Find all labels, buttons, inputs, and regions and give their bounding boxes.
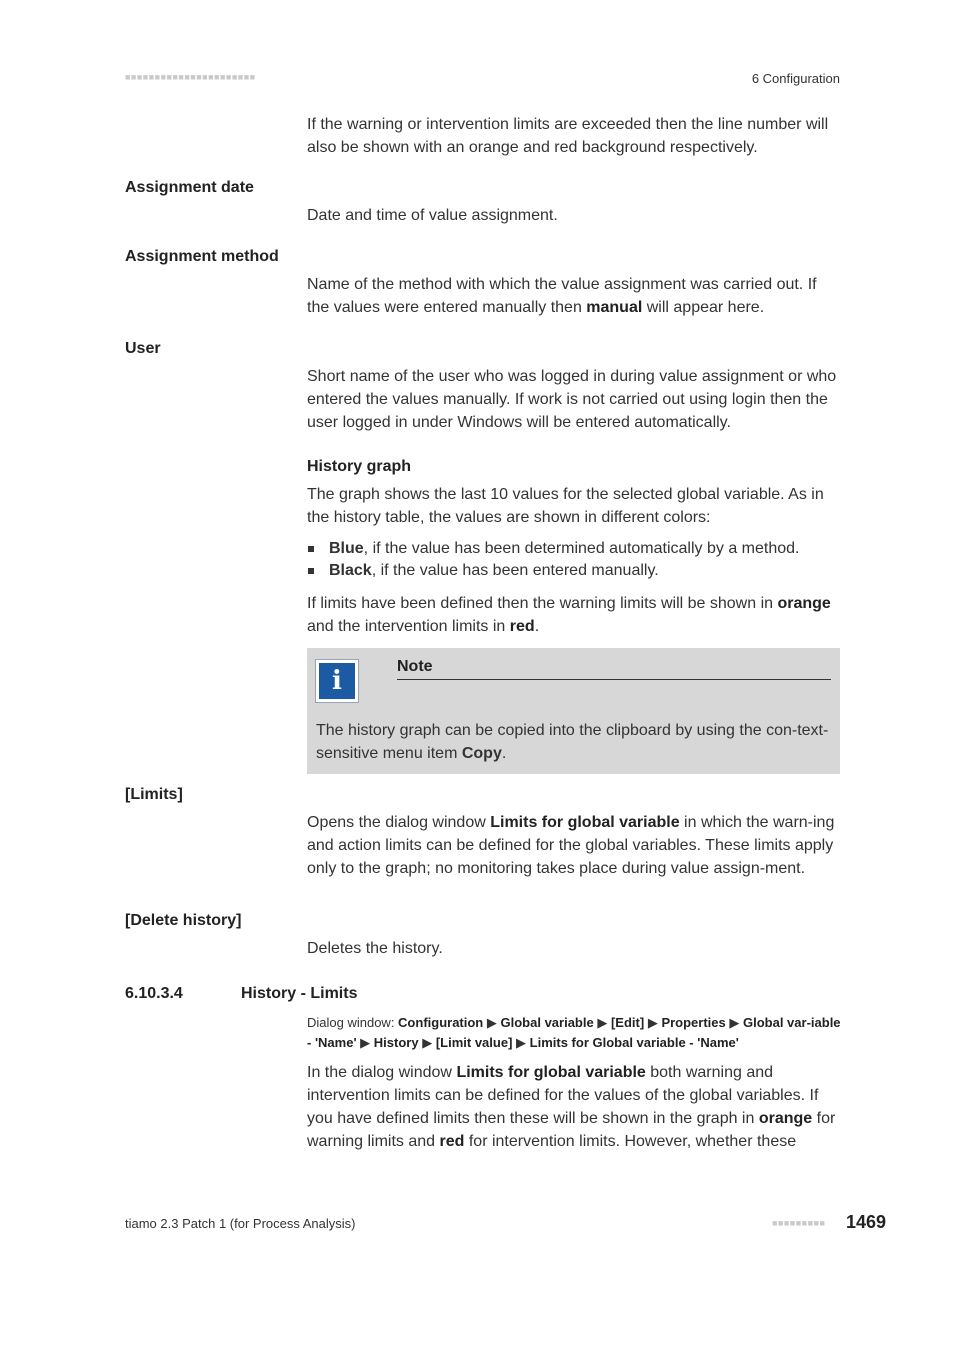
section-title: History - Limits	[241, 985, 358, 1002]
note-text: The history graph can be copied into the clipboard by using the con-text-sensitive menu item Copy.	[316, 722, 829, 762]
intro-paragraph: If the warning or intervention limits are exceeded then the line number will also be shown with an orange and red background respectively.	[307, 116, 829, 156]
page-number: 1469	[846, 1212, 887, 1232]
list-item: Blue, if the value has been determined automatically by a method.	[307, 538, 841, 560]
term-user: User	[125, 340, 161, 357]
desc-limits-button: Opens the dialog window Limits for global variable in which the warn-ing and action limits can be defined for the global variables. These limits apply only to the graph; no monitoring takes place during value assign-ment.	[307, 814, 835, 877]
footer-product: tiamo 2.3 Patch 1 (for Process Analysis)	[125, 1216, 356, 1231]
info-icon: i	[315, 659, 359, 703]
note-title: Note	[397, 658, 433, 675]
chapter-title: 6 Configuration	[751, 71, 840, 86]
color-list	[307, 538, 841, 582]
list-item: Black, if the value has been entered manually.	[307, 560, 841, 582]
desc-delete-history: Deletes the history.	[307, 940, 443, 957]
header-marks: ■■■■■■■■■■■■■■■■■■■■■■	[125, 72, 256, 82]
section-body: In the dialog window Limits for global variable both warning and intervention limits can be defined for the values of the global variables. If you have defined limits then these will be shown in the graph in orange for warning limits and red for intervention limits. However, whether these	[307, 1064, 836, 1150]
footer-marks: ■■■■■■■■■	[772, 1218, 826, 1228]
desc-user: Short name of the user who was logged in during value assignment or who entered the values manually. If work is not carried out using login then the user logged in under Windows will be entered automatically.	[307, 368, 837, 431]
term-assignment-method: Assignment method	[125, 248, 279, 265]
desc-assignment-date: Date and time of value assignment.	[307, 207, 558, 224]
desc-assignment-method: Name of the method with which the value assignment was carried out. If the values were entered manually then manual will appear here.	[307, 276, 817, 316]
note-divider	[397, 679, 831, 680]
section-number: 6.10.3.4	[125, 985, 183, 1002]
term-limits-button: [Limits]	[125, 786, 183, 803]
limits-color-text: If limits have been defined then the warning limits will be shown in orange and the intervention limits in red.	[307, 595, 831, 635]
term-delete-history: [Delete history]	[125, 912, 242, 929]
history-graph-text: The graph shows the last 10 values for the selected global variable. As in the history table, the values are shown in different colors:	[307, 486, 824, 526]
note-box	[307, 648, 840, 774]
dialog-path: Dialog window: Configuration ▶ Global variable ▶ [Edit] ▶ Properties ▶ Global var-iable - 'Name' ▶ History ▶ [Limit value] ▶ Limits for Global variable - 'Name'	[307, 1015, 841, 1050]
history-graph-heading: History graph	[307, 458, 412, 475]
term-assignment-date: Assignment date	[125, 179, 254, 196]
